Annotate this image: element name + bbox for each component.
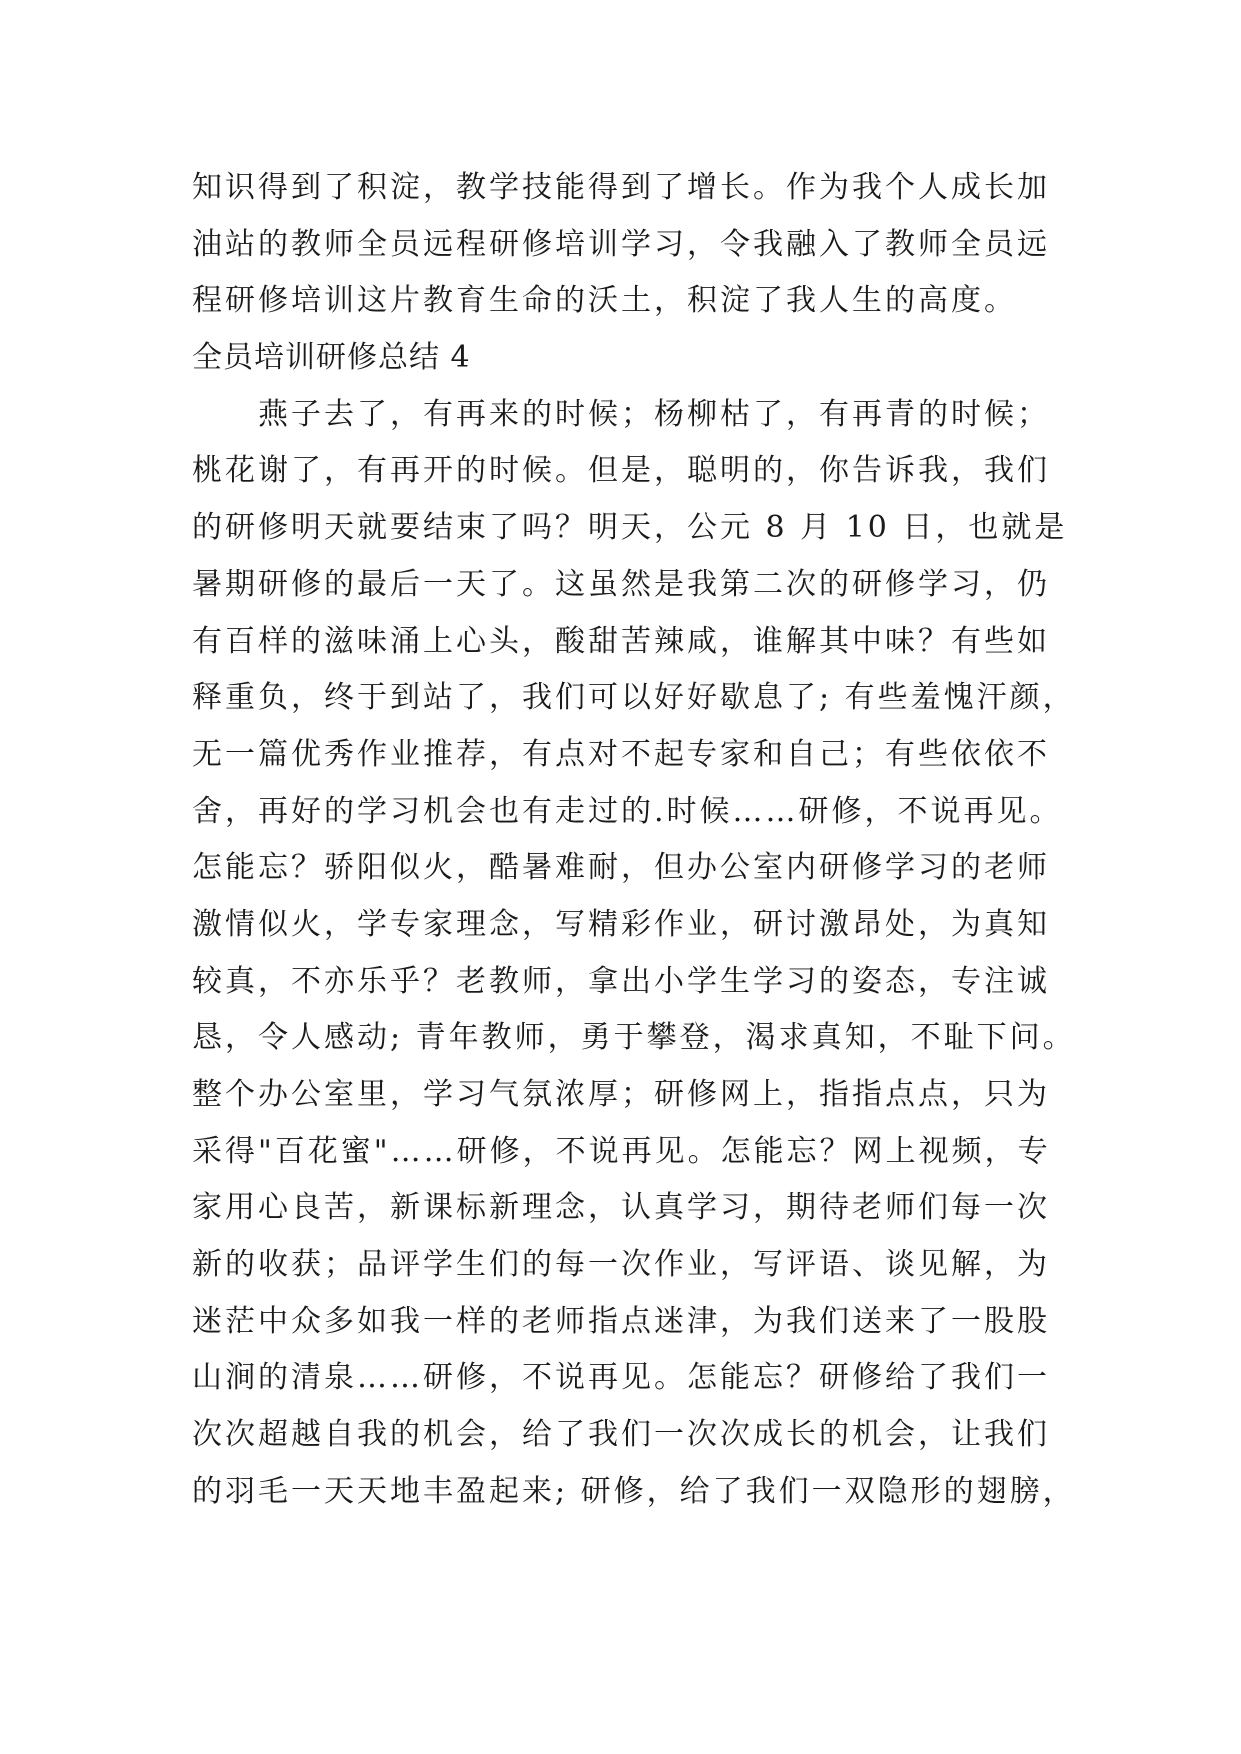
text-line: 的羽毛一天天地丰盈起来; 研修，给了我们一双隐形的翅膀，	[192, 1473, 1076, 1509]
text-line: 采得"百花蜜"……研修，不说再见。怎能忘？网上视频，专	[192, 1133, 1051, 1169]
text-line: 无一篇优秀作业推荐，有点对不起专家和自己；有些依依不	[192, 736, 1050, 772]
document-text	[192, 160, 1076, 1521]
text-line: 桃花谢了，有再开的时候。但是，聪明的，你告诉我，我们	[192, 453, 1050, 489]
section-heading: 全员培训研修总结 4	[192, 340, 471, 376]
text-line: 油站的教师全员远程研修培训学习，令我融入了教师全员远	[192, 226, 1050, 262]
paragraph-first-line: 燕子去了，有再来的时候；杨柳枯了，有再青的时候；	[258, 396, 1050, 432]
text-line: 较真，不亦乐乎？老教师，拿出小学生学习的姿态，专注诚	[192, 963, 1050, 999]
text-line: 恳，令人感动; 青年教师，勇于攀登，渴求真知，不耻下问。	[192, 1020, 1076, 1056]
text-line: 舍，再好的学习机会也有走过的.时候……研修，不说再见。	[192, 793, 1063, 829]
text-line: 怎能忘？骄阳似火，酷暑难耐，但办公室内研修学习的老师	[192, 850, 1050, 886]
text-line: 激情似火，学专家理念，写精彩作业，研讨激昂处，为真知	[192, 906, 1050, 942]
text-line: 次次超越自我的机会，给了我们一次次成长的机会，让我们	[192, 1417, 1050, 1453]
text-line: 有百样的滋味涌上心头，酸甜苦辣咸，谁解其中味？有些如	[192, 623, 1050, 659]
text-line: 知识得到了积淀，教学技能得到了增长。作为我个人成长加	[192, 170, 1050, 205]
text-line: 程研修培训这片教育生命的沃土，积淀了我人生的高度。	[192, 283, 1017, 319]
text-line: 新的收获；品评学生们的每一次作业，写评语、谈见解，为	[192, 1247, 1050, 1283]
text-line: 家用心良苦，新课标新理念，认真学习，期待老师们每一次	[192, 1190, 1050, 1226]
text-line: 释重负，终于到站了，我们可以好好歇息了; 有些羞愧汗颜，	[192, 680, 1076, 716]
text-line: 山涧的清泉……研修，不说再见。怎能忘？研修给了我们一	[192, 1360, 1050, 1396]
text-line: 迷茫中众多如我一样的老师指点迷津，为我们送来了一股股	[192, 1303, 1050, 1339]
text-line: 整个办公室里，学习气氛浓厚；研修网上，指指点点，只为	[192, 1077, 1050, 1112]
text-line: 暑期研修的最后一天了。这虽然是我第二次的研修学习，仍	[192, 566, 1050, 602]
text-line: 的研修明天就要结束了吗？明天，公元 8 月 10 日，也就是	[192, 510, 1068, 546]
